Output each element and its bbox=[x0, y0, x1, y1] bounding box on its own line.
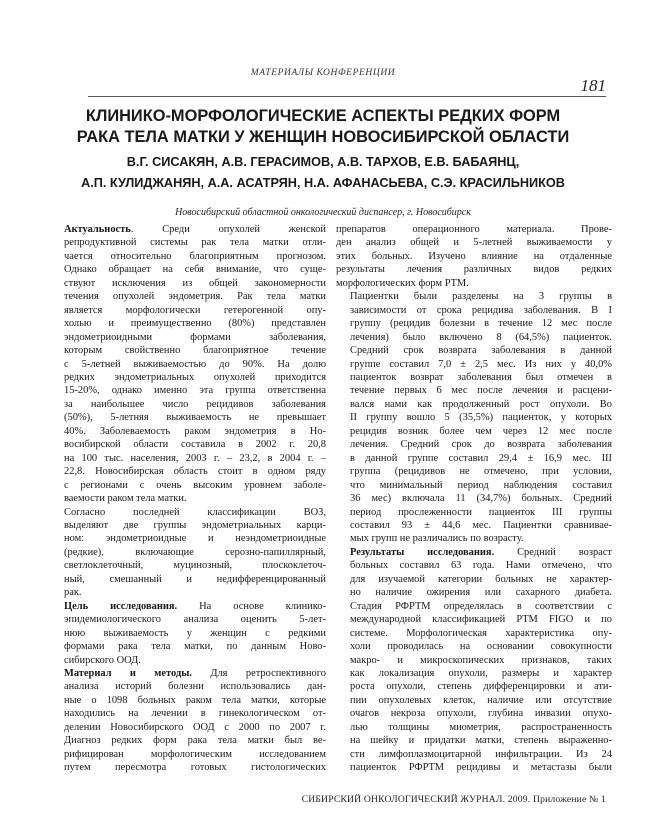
text-line: Диагноз редких форм рака тела матки был ве- bbox=[64, 735, 326, 747]
text-line: что минимальный период наблюдения составил bbox=[350, 479, 612, 491]
text-line: сибирского ООД. bbox=[64, 654, 141, 666]
text-line: Средний срок возврата заболевания в данной bbox=[350, 345, 612, 357]
affiliation: Новосибирский областной онкологический диспансер, г. Новосибирск bbox=[175, 207, 471, 218]
text-line: является морфологически гетерогенной опу- bbox=[64, 304, 326, 316]
text-line: с 5-летней выживаемостью до 90%. На долю bbox=[64, 358, 326, 370]
text-line: морфологических форм РТМ. bbox=[336, 277, 469, 289]
section-heading: Цель исследования. bbox=[64, 600, 178, 612]
text-line: больных составил 63 года. Нами отмечено, что bbox=[350, 560, 612, 572]
text-line: но наличие ожирения или сахарного диабета. bbox=[350, 587, 612, 599]
text-line: лечения) было включено 8 (64,5%) пациенток. bbox=[350, 331, 612, 343]
left-column bbox=[50, 223, 326, 775]
text-line: группу (рецидив болезни в течение 12 мес после bbox=[350, 318, 612, 330]
text-line: течения опухолей эндометрия. Рак тела матки bbox=[64, 291, 326, 303]
text-line: составил 93 ± 44,6 мес. Пациентки сравнивае- bbox=[350, 519, 612, 531]
text-line: которым свойственно благоприятное течение bbox=[64, 345, 326, 357]
text-line: результаты лечения различных видов редких bbox=[336, 264, 612, 276]
text-line: Материал и методы. Для ретроспективного bbox=[64, 667, 326, 679]
text-line: Стадия РФРТМ определялась в соответствии с bbox=[350, 600, 612, 612]
text-line: с регионами с очень высоким уровнем заболе- bbox=[64, 479, 326, 491]
text-line: анализа историй болезни использовались дан- bbox=[64, 681, 326, 693]
text-line: эндометриоидными формами заболевания, bbox=[64, 331, 326, 343]
text-line: как локализация опухоли, размеры и характер bbox=[350, 667, 612, 679]
article-title-line: РАКА ТЕЛА МАТКИ У ЖЕНЩИН НОВОСИБИРСКОЙ ОБЛАСТИ bbox=[76, 128, 570, 146]
author-line: А.П. КУЛИДЖАНЯН, А.А. АСАТРЯН, Н.А. АФАНАСЬЕВА, С.Э. КРАСИЛЬНИКОВ bbox=[81, 176, 565, 190]
text-line: ваемости раком тела матки. bbox=[64, 493, 187, 505]
text-line: течение первых 6 мес после лечения и расцени- bbox=[350, 385, 612, 397]
text-line: репродуктивной системы рак тела матки отли- bbox=[64, 237, 326, 249]
section-heading: Результаты исследования. bbox=[350, 546, 495, 558]
text-line: ный, смешанный и недифференцированный bbox=[64, 573, 326, 585]
text-line: 15-20%, однако именно эта группа ответственна bbox=[64, 385, 326, 397]
text-line: ден анализ общей и 5-летней выживаемости у bbox=[336, 237, 612, 249]
text-line: ном: эндометриоидные и неэндометриоидные bbox=[64, 533, 326, 545]
text-line: рак. bbox=[64, 587, 82, 599]
text-line: лечения. Средний срок до возврата заболевания bbox=[350, 439, 612, 451]
text-line: очагов некроза опухоли, глубина инвазии опухо- bbox=[350, 708, 612, 720]
journal-footer: СИБИРСКИЙ ОНКОЛОГИЧЕСКИЙ ЖУРНАЛ. 2009. Приложение № 1 bbox=[301, 794, 606, 805]
paragraph-methods bbox=[50, 667, 326, 775]
article-title bbox=[30, 106, 616, 148]
text-line: восибирской области составила в 2002 г. 20,8 bbox=[64, 439, 326, 451]
text-line: препаратов операционного материала. Прове- bbox=[336, 224, 612, 235]
text-line: 40%. Заболеваемость раком эндометрия в Но- bbox=[64, 425, 326, 437]
text-line: в данной группе составил 29,4 ± 16,9 мес. III bbox=[350, 452, 612, 464]
text-line: рифицирован морфологическим исследованием bbox=[64, 748, 326, 760]
text-line: II группу вошло 5 (35,5%) пациенток, у которых bbox=[350, 412, 612, 424]
paragraph-aim bbox=[50, 600, 326, 667]
text-line: нюю выживаемость у женщин с редкими bbox=[64, 627, 326, 639]
article-title-line: КЛИНИКО-МОРФОЛОГИЧЕСКИЕ АСПЕКТЫ РЕДКИХ ФОРМ bbox=[85, 107, 561, 125]
text-line: (50%), 5-летняя выживаемость не превышает bbox=[64, 412, 326, 424]
text-line: на 100 тыс. населения, 2003 г. – 23,2, в 2004 г. – bbox=[64, 452, 326, 464]
text-line: эпидемиологического анализа оценить 5-лет- bbox=[64, 614, 326, 626]
text-line: формами рака тела матки, по данным Ново- bbox=[64, 641, 326, 653]
text-line: путем пересмотра готовых гистологических bbox=[64, 762, 326, 774]
text-line: на шейку и придатки матки, степень выраженно- bbox=[350, 735, 612, 747]
text-line: 22,8. Новосибирская область стоит в одном ряду bbox=[64, 466, 326, 478]
text-line: редких эндометриальных опухолей приходится bbox=[64, 371, 326, 383]
text-line: за наибольшее число рецидивов заболевания bbox=[64, 398, 326, 410]
page-number: 181 bbox=[580, 76, 606, 95]
text-line: выделяют две группы эндометриальных карци- bbox=[64, 519, 326, 531]
text-line: группа (рецидивов не отмечено, при условии, bbox=[350, 466, 612, 478]
right-column bbox=[336, 223, 612, 775]
text-line: холи проводилась на основании совокупности bbox=[350, 641, 612, 653]
text-line: ные о 1098 больных раком тела матки, которые bbox=[64, 694, 326, 706]
text-line: Цель исследования. На основе клинико- bbox=[64, 600, 326, 612]
text-line: пии опухолевых клеток, наличие или отсутствие bbox=[350, 694, 612, 706]
text-line: Пациентки были разделены на 3 группы в bbox=[350, 291, 612, 303]
section-heading: Материал и методы. bbox=[64, 667, 192, 679]
text-line: мых групп не различались по возрасту. bbox=[350, 533, 524, 545]
text-line: международной классификацией РТМ FIGO и по bbox=[350, 614, 612, 626]
text-line: пациенток РФРТМ рецидивы и метастазы были bbox=[350, 762, 612, 774]
text-line: Результаты исследования. Средний возраст bbox=[350, 546, 612, 558]
text-line: Однако обращает на себя внимание, что суще- bbox=[64, 264, 326, 276]
text-line: для изучаемой категории больных не характер- bbox=[350, 573, 612, 585]
paragraph-results bbox=[336, 546, 612, 775]
text-line: ствуют исключения из общей закономерности bbox=[64, 277, 326, 289]
text-line: лью толщины миометрия, распространенность bbox=[350, 721, 612, 733]
text-line: светлоклеточный, муцинозный, плоскоклеточ- bbox=[64, 560, 326, 572]
text-line: сти лимфоплазмоцитарной инфильтрации. Из 24 bbox=[350, 748, 612, 760]
paragraph-methods-continued bbox=[336, 223, 612, 290]
text-line: Актуальность. Среди опухолей женской bbox=[64, 224, 326, 235]
text-line: макро- и микроскопических признаков, таких bbox=[350, 654, 612, 666]
paragraph-classification bbox=[50, 506, 326, 600]
section-header: МАТЕРИАЛЫ КОНФЕРЕНЦИИ bbox=[250, 68, 396, 78]
text-line: чается относительно благоприятным прогнозом. bbox=[64, 250, 326, 262]
author-line: В.Г. СИСАКЯН, А.В. ГЕРАСИМОВ, А.В. ТАРХОВ, Е.В. БАБАЯНЦ, bbox=[126, 155, 520, 169]
text-line: роста опухоли, степень дифференцировки и ати- bbox=[350, 681, 612, 693]
text-line: системе. Морфологическая характеристика опу- bbox=[350, 627, 612, 639]
text-line: этих больных. Изучено влияние на отдаленные bbox=[336, 250, 612, 262]
author-list bbox=[20, 152, 626, 194]
text-line: (редкие), включающие серозно-папиллярный, bbox=[64, 546, 326, 558]
text-line: период прослеженности пациенток III группы bbox=[350, 506, 612, 518]
text-line: находились на лечении в гинекологическом от- bbox=[64, 708, 326, 720]
paragraph-patient-groups bbox=[336, 290, 612, 546]
text-line: делении Новосибирского ООД с 2000 по 2007 г. bbox=[64, 721, 326, 733]
text-line: 36 мес) включала 11 (34,7%) больных. Средний bbox=[350, 493, 612, 505]
header-divider bbox=[88, 96, 606, 97]
text-line: группе составил 7,0 ± 2,5 мес. Из них у 40,0% bbox=[350, 358, 612, 370]
paragraph-relevance bbox=[50, 223, 326, 506]
text-line: Согласно последней классификации ВОЗ, bbox=[64, 506, 326, 518]
text-line: рецидив возник более чем через 12 мес после bbox=[350, 425, 612, 437]
text-line: холью и преимущественно (80%) представлен bbox=[64, 318, 326, 330]
text-line: пациенток возврат заболевания был отмечен в bbox=[350, 371, 612, 383]
text-line: вался нами как продолженный рост опухоли. Во bbox=[350, 398, 612, 410]
section-heading: Актуальность bbox=[64, 224, 131, 235]
text-line: зависимости от срока рецидива заболевания. В I bbox=[350, 304, 612, 316]
